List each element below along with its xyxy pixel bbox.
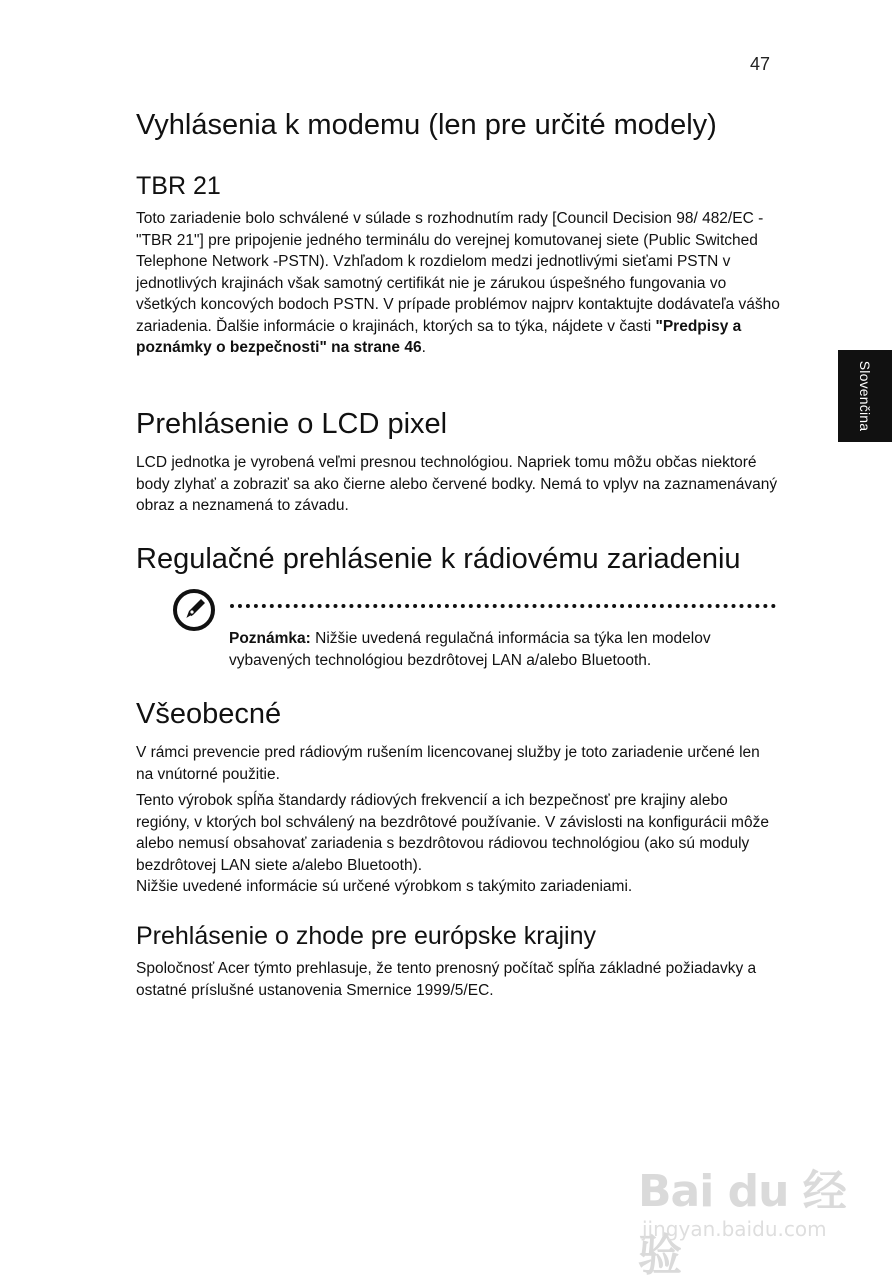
general-paragraph-2a: Tento výrobok spĺňa štandardy rádiových frekvencií a ich bezpečnosť pre krajiny alebo regióny, v ktorých bol schválený na bezdrôtové používanie. V závislosti na konfigurácii môže alebo nemusí obsahovať zariadenia s bezdrôtovou rádiovou technológiou (ako sú moduly bezdrôtovej LAN siete a/alebo Bluetooth). — [136, 792, 769, 874]
note-paragraph — [229, 628, 789, 671]
note-pen-icon — [171, 587, 217, 633]
eu-compliance-paragraph: Spoločnosť Acer týmto prehlasuje, že tento prenosný počítač spĺňa základné požiadavky a ostatné príslušné ustanovenia Smernice 1999/5/EC. — [136, 960, 757, 999]
modem-declarations-heading: Vyhlásenia k modemu (len pre určité modely) — [136, 109, 717, 141]
lcd-pixel-heading: Prehlásenie o LCD pixel — [136, 408, 448, 440]
tbr21-paragraph — [136, 208, 781, 359]
general-heading: Všeobecné — [136, 698, 282, 730]
language-side-tab-label: Slovenčina — [857, 360, 873, 432]
tbr21-end: . — [421, 339, 426, 356]
note-divider — [230, 604, 776, 608]
page-number: 47 — [750, 54, 771, 74]
language-side-tab — [838, 350, 892, 442]
tbr21-heading: TBR 21 — [136, 172, 221, 200]
tbr21-text: Toto zariadenie bolo schválené v súlade s rozhodnutím rady [Council Decision 98/ 482/EC - "TBR 21"] pre pripojenie jedného terminálu do verejnej komutovanej siete (Public Switched Telephone Network -PSTN). Vzhľadom k rozdielom medzi jednotlivými sieťami PSTN v jednotlivých krajinách však samotný certifikát nie je zárukou úspešného fungovania vo všetkých koncových bodoch PSTN. V prípade problémov najprv kontaktujte dodávateľa vášho zariadenia. Ďalšie informácie o krajinách, ktorých sa to týka, nájdete v časti — [136, 210, 780, 335]
eu-compliance-heading: Prehlásenie o zhode pre európske krajiny — [136, 922, 596, 950]
baidu-watermark — [630, 1145, 850, 1281]
watermark-url: jingyan.baidu.com — [642, 1217, 827, 1241]
radio-regulatory-heading: Regulačné prehlásenie k rádiovému zariadeniu — [136, 543, 741, 575]
watermark-logo: Bai du 经验 — [638, 1166, 846, 1281]
tbr21-reference-link[interactable]: "Predpisy a poznámky o bezpečnosti" na strane 46 — [136, 317, 742, 356]
note-label: Poznámka: — [229, 630, 311, 647]
general-paragraph-2b: Nižšie uvedené informácie sú určené výrobkom s takýmito zariadeniami. — [136, 878, 633, 895]
note-text: Nižšie uvedená regulačná informácia sa týka len modelov vybavených technológiou bezdrôtovej LAN a/alebo Bluetooth. — [229, 630, 711, 669]
general-paragraph-2 — [136, 790, 781, 898]
lcd-pixel-paragraph: LCD jednotka je vyrobená veľmi presnou technológiou. Napriek tomu môžu občas niektoré body zlyhať a zobraziť sa ako čierne alebo červené bodky. Nemá to vplyv na zaznamenávaný obraz a neznamená to závadu. — [136, 454, 778, 514]
general-paragraph-1: V rámci prevencie pred rádiovým rušením licencovanej služby je toto zariadenie určené len na vnútorné použitie. — [136, 744, 760, 783]
